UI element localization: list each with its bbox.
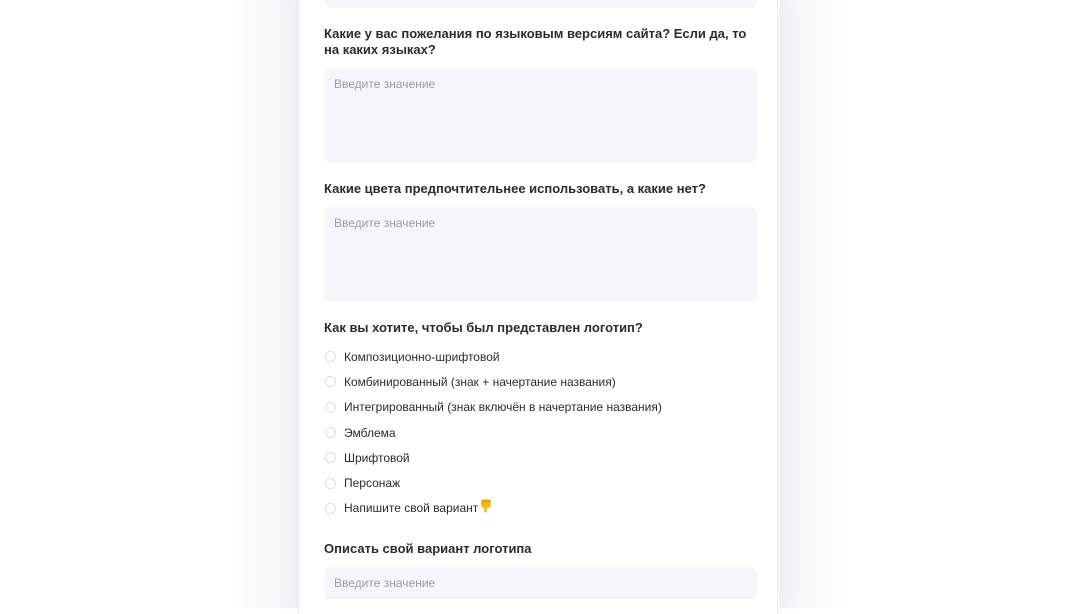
radio-option-character[interactable] — [324, 470, 754, 495]
radio-button[interactable] — [325, 452, 336, 463]
radio-button[interactable] — [325, 402, 336, 413]
question-logo-type-label: Как вы хотите, чтобы был представлен логотип? — [324, 320, 643, 335]
question-languages-label: Какие у вас пожелания по языковым версиям сайта? Если да, то на каких языках? — [324, 26, 747, 57]
radio-option-label: Интегрированный (знак включён в начертание названия) — [344, 400, 662, 415]
radio-option-integrated[interactable] — [324, 395, 754, 420]
radio-button[interactable] — [325, 376, 336, 387]
radio-button[interactable] — [325, 351, 336, 362]
pointing-down-hand-icon — [480, 499, 492, 518]
right-backdrop — [780, 0, 1080, 608]
question-logo-custom-label: Описать свой вариант логотипа — [324, 541, 532, 556]
radio-button[interactable] — [325, 478, 336, 489]
form-card — [298, 0, 778, 614]
colors-textarea[interactable] — [324, 207, 757, 302]
radio-option-emblem[interactable] — [324, 420, 754, 445]
radio-button[interactable] — [325, 427, 336, 438]
radio-option-label: Эмблема — [344, 425, 396, 440]
radio-option-combined[interactable] — [324, 369, 754, 394]
radio-option-compositional[interactable] — [324, 344, 754, 369]
previous-field-bottom[interactable] — [324, 0, 757, 8]
radio-option-custom[interactable] — [324, 496, 754, 521]
question-colors-label: Какие цвета предпочтительнее использовать, а какие нет? — [324, 181, 706, 196]
radio-option-label: Шрифтовой — [344, 450, 410, 465]
radio-option-font[interactable] — [324, 445, 754, 470]
left-backdrop — [0, 0, 300, 608]
radio-option-label: Напишите свой вариант — [344, 501, 479, 516]
radio-option-label: Комбинированный (знак + начертание названия) — [344, 374, 616, 389]
languages-textarea[interactable] — [324, 68, 757, 163]
logo-type-radio-group — [324, 344, 754, 521]
logo-custom-input[interactable] — [324, 567, 757, 599]
radio-button[interactable] — [325, 503, 336, 514]
radio-option-label: Персонаж — [344, 476, 401, 491]
radio-option-label: Композиционно-шрифтовой — [344, 349, 500, 364]
